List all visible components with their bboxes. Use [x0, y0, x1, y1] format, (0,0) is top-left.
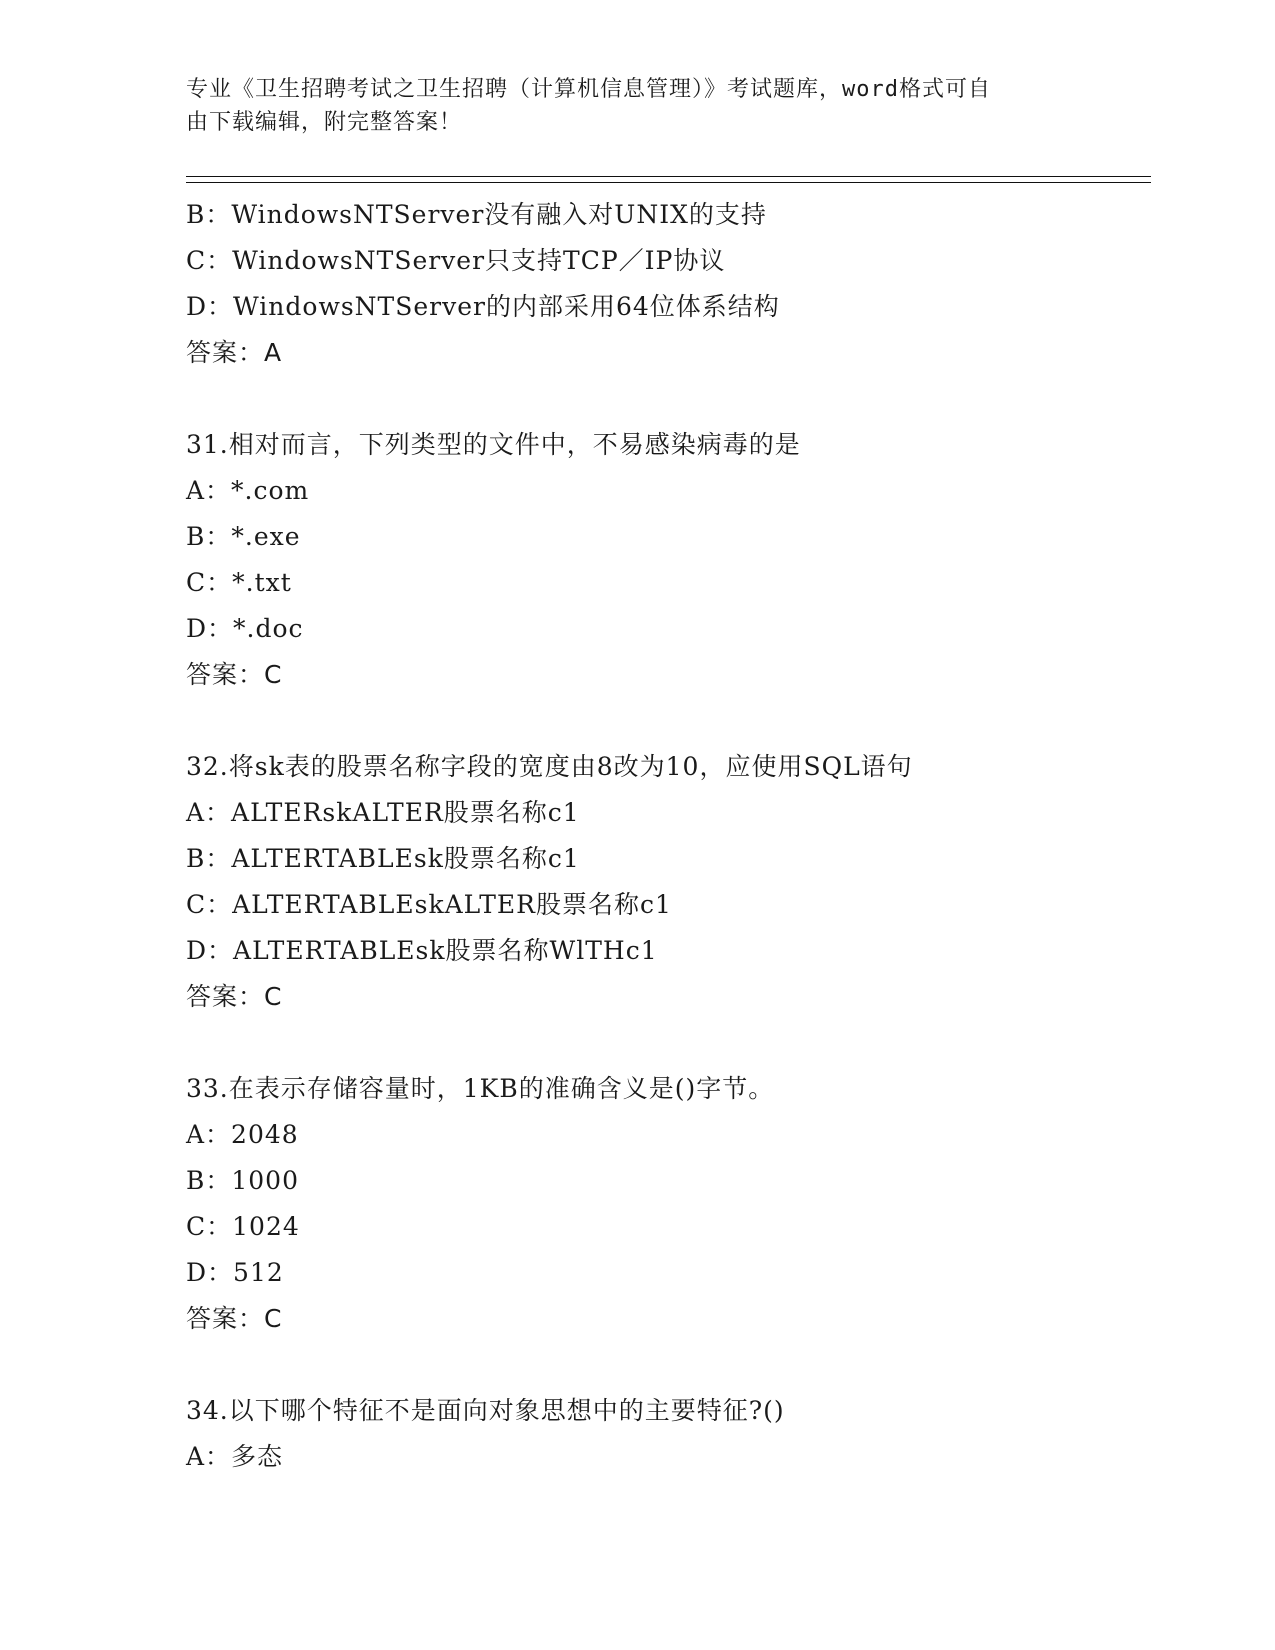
option-d: D：WindowsNTServer的内部采用64位体系结构 [186, 292, 780, 321]
option-b: B：ALTERTABLEsk股票名称c1 [186, 844, 580, 873]
option-a: A：*.com [186, 476, 310, 505]
question-32 [186, 744, 1146, 1020]
spacer [186, 698, 1146, 744]
option-c: C：WindowsNTServer只支持TCP／IP协议 [186, 246, 726, 275]
spacer [186, 1342, 1146, 1388]
option-c: C：1024 [186, 1212, 300, 1241]
option-d: D：512 [186, 1258, 284, 1287]
answer-line: 答案：C [186, 982, 283, 1011]
header-line-1: 专业《卫生招聘考试之卫生招聘（计算机信息管理）》考试题库，word格式可自 [186, 77, 991, 102]
option-b: B：WindowsNTServer没有融入对UNIX的支持 [186, 200, 767, 229]
option-c: C：*.txt [186, 568, 292, 597]
question-31 [186, 422, 1146, 698]
option-a: A：多态 [186, 1442, 284, 1471]
header-line-2: 由下载编辑，附完整答案！ [186, 110, 463, 135]
question-30-continued [186, 192, 1146, 376]
spacer [186, 1020, 1146, 1066]
option-b: B：1000 [186, 1166, 299, 1195]
question-stem: 32.将sk表的股票名称字段的宽度由8改为10，应使用SQL语句 [186, 752, 913, 781]
document-header [186, 73, 1066, 139]
header-rule-bottom [186, 182, 1151, 183]
header-rule-top [186, 176, 1151, 177]
question-stem: 34.以下哪个特征不是面向对象思想中的主要特征?() [186, 1396, 785, 1425]
question-list [186, 192, 1146, 1480]
question-stem: 31.相对而言，下列类型的文件中，不易感染病毒的是 [186, 430, 801, 459]
question-stem: 33.在表示存储容量时，1KB的准确含义是()字节。 [186, 1074, 775, 1103]
question-33 [186, 1066, 1146, 1342]
option-c: C：ALTERTABLEskALTER股票名称c1 [186, 890, 672, 919]
option-d: D：ALTERTABLEsk股票名称WlTHc1 [186, 936, 658, 965]
spacer [186, 376, 1146, 422]
option-a: A：2048 [186, 1120, 299, 1149]
answer-line: 答案：C [186, 1304, 283, 1333]
option-a: A：ALTERskALTER股票名称c1 [186, 798, 580, 827]
answer-line: 答案：A [186, 338, 283, 367]
question-34 [186, 1388, 1146, 1480]
option-b: B：*.exe [186, 522, 301, 551]
answer-line: 答案：C [186, 660, 283, 689]
option-d: D：*.doc [186, 614, 304, 643]
